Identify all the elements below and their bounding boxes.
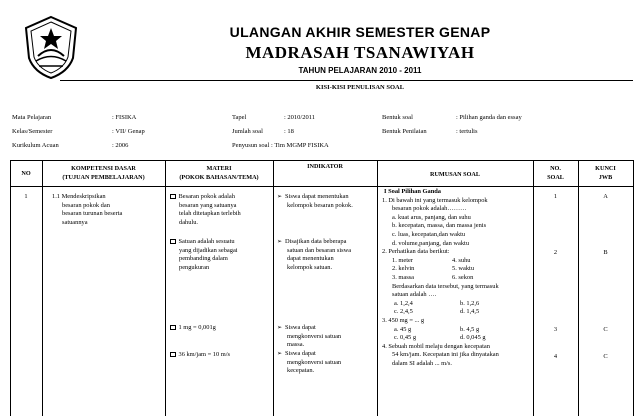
checkbox-bullet-icon <box>170 194 176 200</box>
question-number: 1 <box>553 193 558 200</box>
bentuk-label: Bentuk soal <box>382 114 413 121</box>
document-subtitle: KISI-KISI PENULISAN SOAL <box>315 84 405 91</box>
question-4: 4. Sebuah mobil melaju dengan kecepatan 54 km/jam. Kecepatan ini jika dinyatakan dalam SI adalah ... m/s. <box>382 342 499 367</box>
arrow-bullet-icon: ➢ <box>277 193 283 200</box>
school-logo <box>20 14 82 80</box>
materi-item: 1 mg = 0,001g <box>170 324 270 333</box>
kelas-value: : VII/ Genap <box>112 128 145 135</box>
indikator-item: ➢ Siswa dapat menentukan kelompok besaran pokok. <box>277 193 353 209</box>
academic-year: TAHUN PELAJARAN 2010 - 2011 <box>298 66 422 75</box>
header-materi: MATERI (POKOK BAHASAN/TEMA) <box>179 165 259 181</box>
question-1: 1. Di bawah ini yang termasuk kelompok besaran pokok adalah……… a. kuat arus, panjang, dan suhu b. kecepatan, massa, dan massa jenis c. luas, kecepatan,dan waktu d. volume,panjang, dan waktu <box>382 196 488 247</box>
materi-item: Satuan adalah sesuatu yang dijadikan sebagai pembanding dalam pengukuran <box>170 238 270 272</box>
kelas-label: Kelas/Semester <box>12 128 53 135</box>
jumlah-label: Jumlah soal <box>232 128 263 135</box>
penyusun-label: Penyusun soal : Tim MGMP FISIKA <box>232 142 329 149</box>
indikator-item: ➢ Disajikan data beberapa satuan dan besaran siswa dapat menentukan kelompok satuan. <box>277 238 352 271</box>
checkbox-bullet-icon <box>170 352 176 358</box>
row-number: 1 <box>24 193 28 200</box>
rumusan-soal <box>382 188 532 368</box>
kompetensi-dasar: 1.1 Mendeskripsikan besaran pokok dan besaran turunan beserta satuannya <box>52 193 123 226</box>
header-indikator: INDIKATOR <box>307 163 343 170</box>
header-divider <box>60 80 633 81</box>
question-number: 3 <box>553 326 558 333</box>
materi-item: Besaran pokok adalah besaran yang satuanya telah ditetapkan terlebih dahulu. <box>170 193 270 227</box>
header-kd: KOMPETENSI DASAR (TUJUAN PEMBELAJARAN) <box>62 165 145 181</box>
school-name: MADRASAH TSANAWIYAH <box>245 43 475 62</box>
exam-title: ULANGAN AKHIR SEMESTER GENAP <box>229 24 491 40</box>
tapel-value: : 2010/2011 <box>284 114 315 121</box>
penilaian-label: Bentuk Penilaian <box>382 128 427 135</box>
question-number: 2 <box>553 249 558 256</box>
mapel-label: Mata Pelajaran <box>12 114 52 121</box>
header-no-soal: NO. SOAL <box>547 165 564 181</box>
answer-key: A <box>603 193 608 200</box>
checkbox-bullet-icon <box>170 239 176 245</box>
question-2: 2. Perhatikan data berikut: 1. meter 4. suhu 2. kelvin 5. waktu 3. massa 6. sekon Berdasarkan data tersebut, yang termasuk satuan adalah …. a. 1,2,4 b. 1,2,6 c. 2,4,5 d. 1,4,5 <box>382 248 499 316</box>
tapel-label: Tapel <box>232 114 247 121</box>
question-number: 4 <box>553 353 558 360</box>
indikator-item: ➢ Siswa dapat mengkonversi satuan massa. <box>277 324 342 349</box>
arrow-bullet-icon: ➢ <box>277 324 283 331</box>
header-kunci: KUNCI JWB <box>595 165 616 181</box>
arrow-bullet-icon: ➢ <box>277 238 283 245</box>
arrow-bullet-icon: ➢ <box>277 350 283 357</box>
answer-key: C <box>603 326 608 333</box>
header-rumusan: RUMUSAN SOAL <box>429 171 481 178</box>
checkbox-bullet-icon <box>170 325 176 331</box>
kurikulum-label: Kurikulum Acuan <box>12 142 59 149</box>
bentuk-value: : Pilihan ganda dan essay <box>456 114 522 121</box>
materi-item: 36 km/jam = 10 m/s <box>170 351 270 360</box>
section-title: I Soal Pilihan Ganda <box>384 188 442 195</box>
penilaian-value: : tertulis <box>456 128 478 135</box>
answer-key: B <box>603 249 608 256</box>
header-no: NO <box>21 170 31 177</box>
kurikulum-value: : 2006 <box>112 142 129 149</box>
mapel-value: : FISIKA <box>112 114 137 121</box>
answer-key: C <box>603 353 608 360</box>
question-3: 3. 450 mg = ... g a. 45 g b. 4,5 g c. 0,45 g d. 0,045 g <box>382 316 486 342</box>
jumlah-value: : 18 <box>284 128 294 135</box>
indikator-item: ➢ Siswa dapat mengkonversi satuan kecepatan. <box>277 350 342 375</box>
kisi-kisi-table <box>10 160 634 416</box>
